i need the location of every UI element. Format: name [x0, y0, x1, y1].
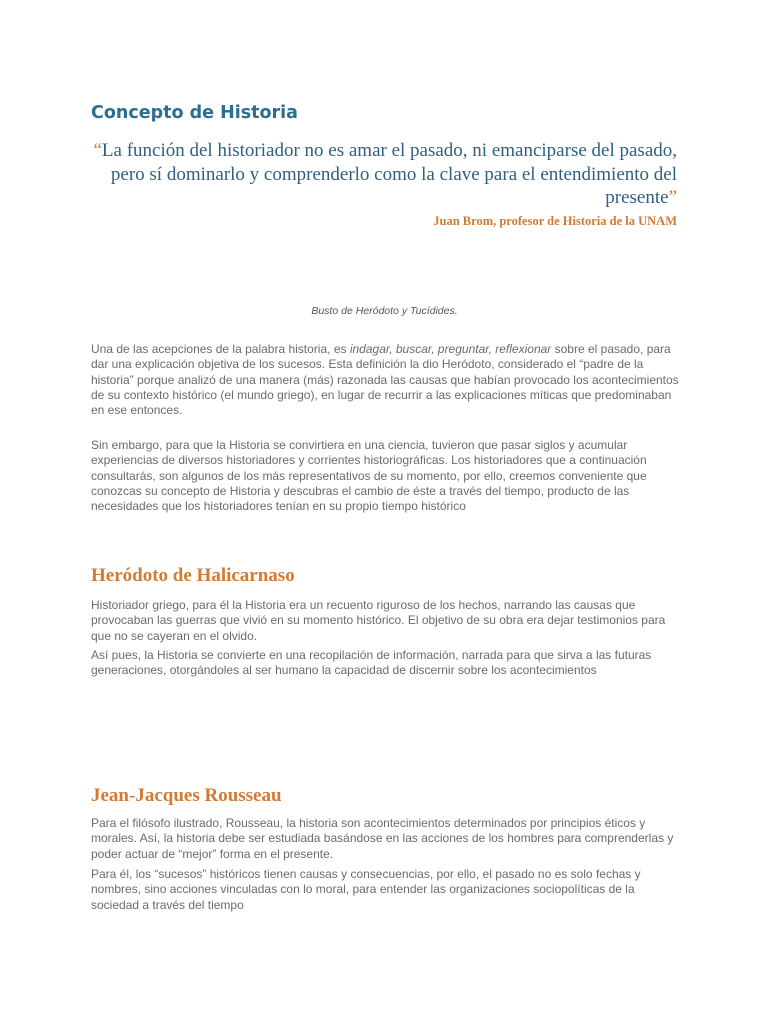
intro-paragraph-2: Sin embargo, para que la Historia se convirtiera en una ciencia, tuvieron que pasar siglos y acumular experiencias de diversos historiadores y corrientes historiográficas. Los historiadores que a continuación consultarás, son algunos de los más representativos de su momento, por ello, creemos conveniente que conozcas su concepto de Historia y descubras el cambio de éste a través del tiempo, producto de las necesidades que los historiadores tenían en su propio tiempo histórico [91, 438, 647, 514]
herodoto-paragraph-2: Así pues, la Historia se convierte en una recopilación de información, narrada para que sirva a las futuras generaciones, otorgándoles al ser humano la capacidad de discernir sobre los acontecimientos [91, 648, 652, 678]
quote-attribution: Juan Brom, profesor de Historia de la UNAM [433, 214, 677, 228]
intro-text-start: Una de las acepciones de la palabra historia, es [91, 342, 350, 356]
page-title: Concepto de Historia [91, 103, 298, 123]
image-caption: Busto de Heródoto y Tucídides. [311, 305, 458, 317]
section-heading-herodoto: Heródoto de Halicarnaso [91, 565, 295, 586]
intro-paragraph-1 [91, 342, 681, 418]
rousseau-paragraph-2: Para él, los “sucesos” históricos tienen causas y consecuencias, por ello, el pasado no es solo fechas y nombres, sino acciones vinculadas con lo moral, para entender las organizaciones sociopolíticas de la sociedad a través del tiempo [91, 867, 641, 912]
herodoto-paragraph-1: Historiador griego, para él la Historia era un recuento riguroso de los hechos, narrando las causas que provocaban las guerras que vivió en su momento histórico. El objetivo de su obra era dejar testimonios para que no se cayeran en el olvido. [91, 598, 666, 643]
intro-text-end: sobre el pasado, para dar una explicación objetiva de los sucesos. Esta definición la dio Heródoto, considerado el “padre de la historia” porque analizó de una manera (más) razonada las causas que habían provocado los acontecimientos de su contexto histórico (el mundo griego), en lugar de recurrir a las explicaciones míticas que predominaban en ese entonces. [91, 342, 679, 418]
open-quote-mark: “ [93, 140, 102, 161]
close-quote-mark: ” [668, 187, 677, 208]
quote-text: La función del historiador no es amar el pasado, ni emanciparse del pasado, pero sí dominarlo y comprenderlo como la clave para el entendimiento del presente [101, 140, 677, 208]
epigraph-quote [92, 139, 677, 210]
rousseau-paragraph-1: Para el filósofo ilustrado, Rousseau, la historia son acontecimientos determinados por principios éticos y morales. Así, la historia debe ser estudiada basándose en las acciones de los hombres para comprenderlas y poder actuar de “mejor” forma en el presente. [91, 816, 674, 861]
section-heading-rousseau: Jean-Jacques Rousseau [91, 785, 282, 806]
intro-emphasis: indagar, buscar, preguntar, reflexionar [349, 342, 552, 356]
